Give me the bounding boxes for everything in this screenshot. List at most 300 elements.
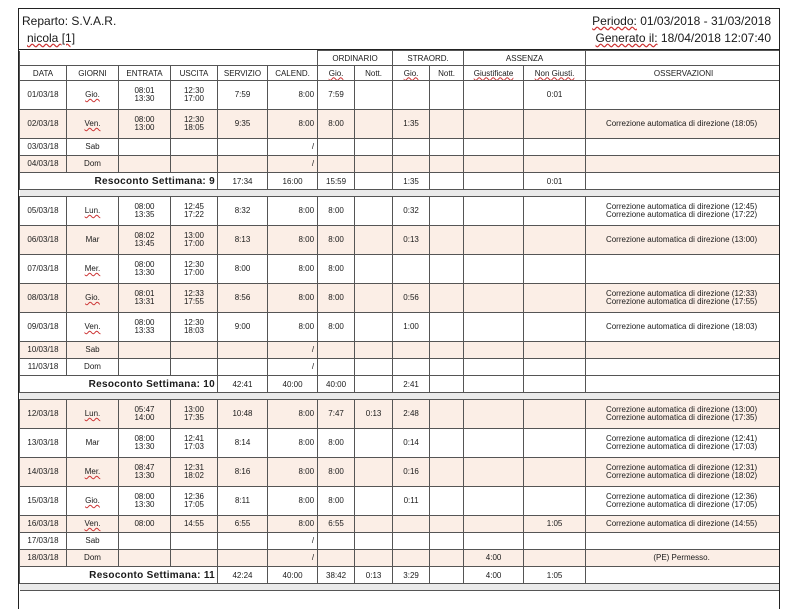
- cell-servizio: [218, 429, 268, 458]
- cell-ord-nott: [355, 342, 393, 359]
- cell-calend: [268, 313, 318, 342]
- user-value: nicola [1]: [27, 31, 76, 45]
- cell-osservazioni: [586, 359, 780, 376]
- table-row: [20, 533, 781, 550]
- cell-calend: [268, 110, 318, 139]
- cell-giorno: [67, 110, 119, 139]
- cell-uscita-line: 12:36: [183, 492, 205, 501]
- cell-entrata: [119, 197, 171, 226]
- cell-osservazioni-line: Correzione automatica di direzione (17:35): [605, 413, 758, 422]
- cell-str-nott: [430, 359, 464, 376]
- cell-data-value: 13/03/18: [27, 438, 59, 447]
- cell-giorno-value: Sab: [85, 142, 100, 151]
- cell-ord-gio: [318, 226, 355, 255]
- cell-str-nott: [430, 516, 464, 533]
- cell-uscita-line: 13:00: [183, 231, 205, 240]
- cell-ord-nott: [355, 110, 393, 139]
- cell-str-gio: [393, 284, 430, 313]
- cell-uscita-line: 12:31: [183, 463, 205, 472]
- summary-ord-nott: [355, 376, 393, 393]
- cell-calend-value: 8:00: [298, 438, 315, 447]
- cell-str-gio-value: 0:13: [403, 235, 419, 244]
- cell-servizio-value: 8:11: [235, 496, 250, 505]
- cell-ord-nott: [355, 359, 393, 376]
- cell-data: [20, 458, 67, 487]
- cell-entrata: [119, 110, 171, 139]
- cell-ord-gio: [318, 255, 355, 284]
- cell-osservazioni-line: Correzione automatica di direzione (12:33): [605, 289, 758, 298]
- cell-calend-value: /: [311, 553, 315, 562]
- summary-servizio: 17:34: [218, 173, 268, 190]
- cell-osservazioni-line: Correzione automatica di direzione (13:00): [605, 405, 758, 414]
- cell-entrata-line: 14:00: [134, 413, 155, 422]
- cell-entrata: [119, 284, 171, 313]
- cell-entrata-line: 13:00: [134, 123, 155, 132]
- cell-data: [20, 550, 67, 567]
- cell-osservazioni-line: Correzione automatica di direzione (17:55): [605, 297, 758, 306]
- group-spacer: [20, 51, 318, 66]
- cell-ord-gio: [318, 284, 355, 313]
- periodo-label: Periodo:: [592, 14, 637, 28]
- cell-calend-value: 8:00: [298, 90, 315, 99]
- col-giustificate: Giustificate: [464, 66, 524, 81]
- cell-osservazioni: [586, 400, 780, 429]
- cell-ord-gio: [318, 197, 355, 226]
- cell-uscita-line: 18:02: [183, 471, 205, 480]
- cell-data: [20, 487, 67, 516]
- cell-uscita: [171, 156, 218, 173]
- cell-servizio: [218, 516, 268, 533]
- cell-servizio: [218, 197, 268, 226]
- cell-entrata: [119, 429, 171, 458]
- cell-ord-nott: [355, 255, 393, 284]
- cell-uscita: [171, 458, 218, 487]
- cell-ord-gio-value: 8:00: [328, 438, 344, 447]
- summary-label: Resoconto Settimana: 10: [20, 376, 218, 393]
- cell-ord-gio-value: 8:00: [328, 264, 344, 273]
- cell-data: [20, 156, 67, 173]
- cell-servizio: [218, 226, 268, 255]
- cell-non-giust: [524, 516, 586, 533]
- cell-giust: [464, 550, 524, 567]
- cell-ord-gio-value: 8:00: [328, 293, 344, 302]
- cell-uscita-line: 17:55: [183, 297, 205, 306]
- cell-data-value: 07/03/18: [27, 264, 59, 273]
- cell-osservazioni: [586, 284, 780, 313]
- summary-giust: [464, 173, 524, 190]
- summary-ord-nott: [355, 173, 393, 190]
- cell-str-nott: [430, 284, 464, 313]
- col-data: DATA: [20, 66, 67, 81]
- cell-calend-value: 8:00: [298, 409, 315, 418]
- cell-str-gio: [393, 400, 430, 429]
- table-row: [20, 156, 781, 173]
- cell-uscita: [171, 533, 218, 550]
- summary-non-giust: 0:01: [524, 173, 586, 190]
- cell-str-gio: [393, 342, 430, 359]
- summary-obs: [586, 173, 780, 190]
- cell-osservazioni-line: Correzione automatica di direzione (17:05): [605, 500, 758, 509]
- cell-str-nott: [430, 313, 464, 342]
- cell-data-value: 08/03/18: [27, 293, 59, 302]
- cell-uscita: [171, 516, 218, 533]
- cell-ord-gio: [318, 533, 355, 550]
- cell-uscita: [171, 342, 218, 359]
- cell-servizio-value: 10:48: [232, 409, 253, 418]
- cell-ord-gio: [318, 139, 355, 156]
- cell-giorno-value: Lun.: [84, 206, 101, 215]
- cell-ord-gio: [318, 342, 355, 359]
- cell-ord-nott: [355, 487, 393, 516]
- cell-ord-nott: [355, 284, 393, 313]
- week-summary-row: [20, 173, 781, 190]
- cell-ord-nott-value: 0:13: [365, 409, 382, 418]
- cell-calend: [268, 284, 318, 313]
- cell-servizio-value: 9:35: [234, 119, 251, 128]
- cell-calend-value: 8:00: [298, 293, 315, 302]
- cell-ord-nott: [355, 313, 393, 342]
- cell-ord-gio: [318, 359, 355, 376]
- cell-entrata-line: 13:33: [134, 326, 155, 335]
- column-header-row: [20, 66, 781, 81]
- cell-non-giust: [524, 487, 586, 516]
- cell-str-gio-value: 1:35: [403, 119, 419, 128]
- cell-calend-value: /: [311, 536, 315, 545]
- col-non-giusti: Non Giusti.: [524, 66, 586, 81]
- cell-data-value: 14/03/18: [27, 467, 59, 476]
- cell-str-gio: [393, 156, 430, 173]
- cell-data-value: 02/03/18: [27, 119, 59, 128]
- cell-ord-gio-value: 8:00: [328, 322, 344, 331]
- cell-calend-value: /: [311, 142, 315, 151]
- cell-entrata: [119, 487, 171, 516]
- cell-ord-nott: [355, 156, 393, 173]
- cell-entrata-line: 13:35: [134, 210, 155, 219]
- cell-str-gio-value: 0:56: [403, 293, 419, 302]
- cell-osservazioni: [586, 487, 780, 516]
- cell-non-giust: [524, 81, 586, 110]
- cell-str-nott: [430, 197, 464, 226]
- cell-osservazioni-line: Correzione automatica di direzione (12:41): [605, 434, 758, 443]
- cell-str-gio-value: 1:00: [403, 322, 419, 331]
- cell-str-gio-value: 0:11: [403, 496, 419, 505]
- cell-calend-value: /: [311, 159, 315, 168]
- cell-giust: [464, 429, 524, 458]
- cell-giorno-value: Sab: [85, 345, 100, 354]
- cell-ord-gio: [318, 110, 355, 139]
- report-page: [18, 8, 780, 609]
- summary-calend: 16:00: [268, 173, 318, 190]
- group-ordinario: ORDINARIO: [318, 51, 393, 66]
- week-separator: [20, 393, 781, 400]
- cell-data: [20, 516, 67, 533]
- cell-str-nott: [430, 487, 464, 516]
- group-header-row: [20, 51, 781, 66]
- summary-non-giust: [524, 376, 586, 393]
- summary-obs: [586, 376, 780, 393]
- cell-entrata: [119, 516, 171, 533]
- cell-data-value: 11/03/18: [27, 362, 59, 371]
- cell-data: [20, 110, 67, 139]
- cell-uscita: [171, 110, 218, 139]
- cell-osservazioni: [586, 533, 780, 550]
- cell-entrata-line: 08:47: [134, 463, 155, 472]
- cell-giust: [464, 284, 524, 313]
- cell-entrata-line: 08:00: [134, 519, 155, 528]
- cell-giorno-value: Dom: [84, 362, 101, 371]
- cell-non-giust-value: 0:01: [546, 90, 563, 99]
- summary-ord-gio: 40:00: [318, 376, 355, 393]
- cell-uscita: [171, 429, 218, 458]
- cell-giorno: [67, 550, 119, 567]
- summary-str-gio: 2:41: [393, 376, 430, 393]
- cell-entrata: [119, 400, 171, 429]
- cell-calend-value: 8:00: [298, 119, 315, 128]
- col-ord-nott: Nott.: [355, 66, 393, 81]
- cell-str-gio: [393, 359, 430, 376]
- attendance-table: [19, 50, 780, 591]
- generato-value: 18/04/2018 12:07:40: [660, 31, 771, 45]
- summary-servizio: 42:24: [218, 567, 268, 584]
- table-row: [20, 458, 781, 487]
- table-body: [20, 81, 781, 591]
- cell-str-gio: [393, 226, 430, 255]
- cell-str-nott: [430, 81, 464, 110]
- cell-uscita-line: 12:45: [183, 202, 205, 211]
- separator-cell: [20, 190, 781, 197]
- summary-calend: 40:00: [268, 567, 318, 584]
- summary-giust: [464, 376, 524, 393]
- cell-str-gio: [393, 313, 430, 342]
- cell-data-value: 05/03/18: [27, 206, 59, 215]
- cell-calend: [268, 255, 318, 284]
- cell-ord-nott: [355, 81, 393, 110]
- summary-label: Resoconto Settimana: 9: [20, 173, 218, 190]
- cell-osservazioni-line: Correzione automatica di direzione (12:31): [605, 463, 758, 472]
- cell-uscita-line: 18:05: [183, 123, 205, 132]
- cell-uscita-line: 12:30: [183, 86, 205, 95]
- table-row: [20, 550, 781, 567]
- cell-str-nott: [430, 533, 464, 550]
- cell-uscita-line: 17:05: [183, 500, 205, 509]
- cell-calend: [268, 458, 318, 487]
- col-calend: CALEND.: [268, 66, 318, 81]
- cell-uscita-line: 17:00: [183, 268, 205, 277]
- table-row: [20, 313, 781, 342]
- cell-str-nott: [430, 255, 464, 284]
- table-row: [20, 139, 781, 156]
- cell-str-gio: [393, 516, 430, 533]
- cell-uscita-line: 12:30: [183, 260, 205, 269]
- col-str-nott: Nott.: [430, 66, 464, 81]
- cell-ord-nott: [355, 429, 393, 458]
- cell-uscita: [171, 487, 218, 516]
- col-osservazioni: OSSERVAZIONI: [586, 66, 780, 81]
- cell-data-value: 01/03/18: [27, 90, 59, 99]
- cell-servizio-value: 8:56: [234, 293, 251, 302]
- cell-osservazioni-line: Correzione automatica di direzione (17:22): [605, 210, 758, 219]
- summary-str-gio: 3:29: [393, 567, 430, 584]
- cell-ord-nott: [355, 550, 393, 567]
- cell-giorno-value: Mer.: [84, 264, 101, 273]
- cell-ord-gio: [318, 81, 355, 110]
- cell-non-giust: [524, 313, 586, 342]
- cell-giorno-value: Sab: [85, 536, 100, 545]
- table-row: [20, 400, 781, 429]
- cell-giorno: [67, 429, 119, 458]
- cell-ord-gio: [318, 516, 355, 533]
- cell-servizio: [218, 533, 268, 550]
- cell-entrata-line: 08:00: [134, 115, 155, 124]
- cell-entrata-line: 08:02: [134, 231, 155, 240]
- cell-giorno: [67, 359, 119, 376]
- table-row: [20, 487, 781, 516]
- summary-ord-gio: 38:42: [318, 567, 355, 584]
- cell-str-gio: [393, 81, 430, 110]
- cell-servizio: [218, 110, 268, 139]
- cell-giust: [464, 533, 524, 550]
- cell-giorno-value: Dom: [84, 553, 101, 562]
- cell-entrata-line: 08:00: [134, 318, 155, 327]
- cell-non-giust: [524, 342, 586, 359]
- table-row: [20, 429, 781, 458]
- cell-giorno-value: Gio.: [85, 90, 100, 99]
- cell-giust: [464, 139, 524, 156]
- cell-osservazioni-line: Correzione automatica di direzione (17:03): [605, 442, 758, 451]
- cell-calend: [268, 156, 318, 173]
- cell-data: [20, 255, 67, 284]
- cell-osservazioni: [586, 313, 780, 342]
- cell-data: [20, 429, 67, 458]
- table-row: [20, 110, 781, 139]
- table-row: [20, 516, 781, 533]
- cell-entrata: [119, 533, 171, 550]
- cell-uscita: [171, 550, 218, 567]
- cell-entrata: [119, 342, 171, 359]
- cell-ord-gio: [318, 400, 355, 429]
- cell-calend: [268, 516, 318, 533]
- cell-osservazioni: [586, 197, 780, 226]
- cell-entrata-line: 08:00: [134, 492, 155, 501]
- cell-giorno-value: Mar: [85, 438, 100, 447]
- cell-data: [20, 313, 67, 342]
- periodo-value: 01/03/2018 - 31/03/2018: [640, 14, 771, 28]
- table-row: [20, 197, 781, 226]
- cell-giorno-value: Gio.: [85, 496, 100, 505]
- cell-giorno: [67, 226, 119, 255]
- week-separator: [20, 584, 781, 591]
- cell-str-gio-value: 0:14: [403, 438, 419, 447]
- cell-uscita-line: 17:00: [183, 94, 205, 103]
- cell-ord-gio: [318, 550, 355, 567]
- cell-str-gio-value: 0:16: [403, 467, 419, 476]
- cell-servizio: [218, 458, 268, 487]
- cell-entrata: [119, 458, 171, 487]
- reparto-value: S.V.A.R.: [71, 14, 117, 28]
- cell-uscita-line: 17:03: [183, 442, 205, 451]
- cell-calend-value: 8:00: [298, 322, 315, 331]
- cell-osservazioni: [586, 516, 780, 533]
- cell-servizio: [218, 359, 268, 376]
- cell-data: [20, 400, 67, 429]
- cell-data: [20, 533, 67, 550]
- cell-calend-value: 8:00: [298, 467, 315, 476]
- cell-entrata: [119, 81, 171, 110]
- cell-str-gio: [393, 110, 430, 139]
- cell-osservazioni: [586, 81, 780, 110]
- cell-osservazioni: [586, 156, 780, 173]
- group-straord: STRAORD.: [393, 51, 464, 66]
- table-row: [20, 81, 781, 110]
- cell-calend: [268, 533, 318, 550]
- cell-entrata: [119, 139, 171, 156]
- cell-giorno-value: Mar: [85, 235, 100, 244]
- cell-str-gio: [393, 255, 430, 284]
- cell-non-giust: [524, 359, 586, 376]
- cell-str-gio: [393, 533, 430, 550]
- cell-non-giust: [524, 533, 586, 550]
- cell-non-giust: [524, 284, 586, 313]
- cell-giust: [464, 487, 524, 516]
- cell-ord-gio-value: 8:00: [328, 119, 344, 128]
- cell-uscita-line: 14:55: [183, 519, 205, 528]
- user-name: [27, 31, 75, 45]
- cell-osservazioni-line: Correzione automatica di direzione (18:03): [605, 322, 758, 331]
- cell-uscita: [171, 359, 218, 376]
- cell-giust: [464, 156, 524, 173]
- cell-uscita-line: 12:30: [183, 115, 205, 124]
- cell-servizio: [218, 400, 268, 429]
- cell-servizio: [218, 81, 268, 110]
- cell-ord-gio: [318, 156, 355, 173]
- cell-servizio: [218, 139, 268, 156]
- cell-entrata: [119, 313, 171, 342]
- cell-data: [20, 342, 67, 359]
- cell-entrata: [119, 226, 171, 255]
- cell-giorno-value: Ven.: [84, 119, 101, 128]
- cell-giorno: [67, 342, 119, 359]
- cell-ord-nott: [355, 226, 393, 255]
- cell-entrata-line: 13:30: [134, 94, 155, 103]
- cell-ord-gio-value: 8:00: [328, 496, 344, 505]
- cell-giorno: [67, 197, 119, 226]
- cell-calend: [268, 226, 318, 255]
- cell-entrata-line: 05:47: [134, 405, 155, 414]
- cell-giust: [464, 226, 524, 255]
- cell-str-gio: [393, 197, 430, 226]
- cell-str-gio-value: 0:32: [403, 206, 419, 215]
- cell-giust: [464, 313, 524, 342]
- cell-non-giust: [524, 429, 586, 458]
- reparto-label: Reparto:: [22, 14, 69, 28]
- cell-servizio: [218, 342, 268, 359]
- cell-giust: [464, 81, 524, 110]
- cell-uscita-line: 17:00: [183, 239, 205, 248]
- cell-giust: [464, 400, 524, 429]
- cell-str-nott: [430, 110, 464, 139]
- cell-osservazioni: [586, 429, 780, 458]
- cell-entrata-line: 08:00: [134, 260, 155, 269]
- cell-servizio-value: 6:55: [234, 519, 251, 528]
- col-entrata: ENTRATA: [119, 66, 171, 81]
- cell-entrata-line: 13:45: [134, 239, 155, 248]
- cell-giorno-value: Ven.: [84, 519, 101, 528]
- summary-str-nott: [430, 173, 464, 190]
- cell-giorno: [67, 516, 119, 533]
- periodo: [592, 14, 771, 28]
- summary-obs: [586, 567, 780, 584]
- cell-data-value: 12/03/18: [27, 409, 59, 418]
